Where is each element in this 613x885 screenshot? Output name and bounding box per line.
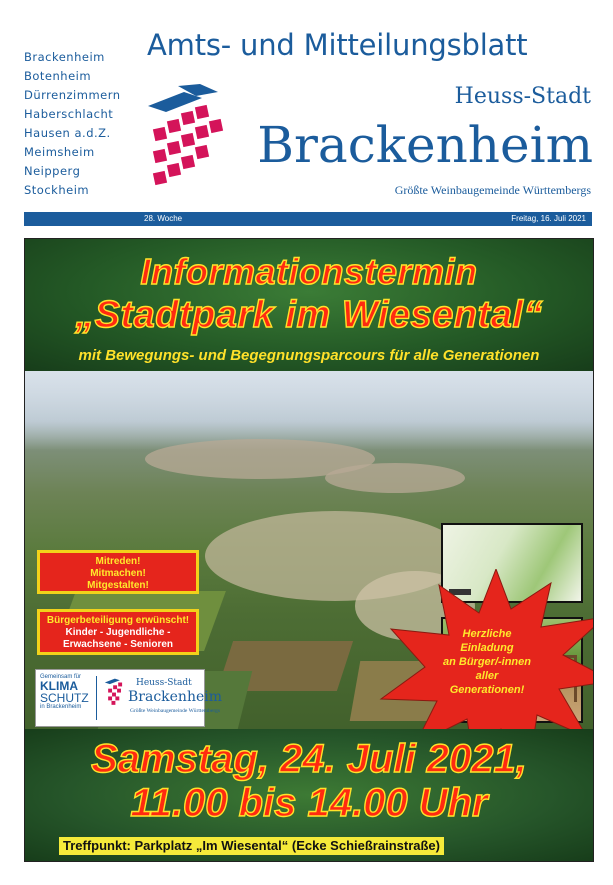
participate-line: Mitmachen! xyxy=(90,568,146,579)
participate-line: Mitreden! xyxy=(95,556,141,567)
klimaschutz-logo: Gemeinsam für KLIMA SCHUTZ in Brackenheim xyxy=(40,674,89,710)
city-logo-small-icon xyxy=(102,676,126,708)
logo-city-tagline: Größte Weinbaugemeinde Württembergs xyxy=(130,708,220,714)
district-item: Hausen a.d.Z. xyxy=(24,126,111,140)
participate-line: Mitgestalten! xyxy=(87,580,149,591)
issue-bar xyxy=(24,212,592,226)
event-date: Samstag, 24. Juli 2021, xyxy=(91,737,527,781)
audience-line: Erwachsene - Senioren xyxy=(62,639,174,650)
poster-subtitle: mit Bewegungs- und Begegnungsparcours für alle Generationen xyxy=(78,347,540,364)
partner-logo-card xyxy=(35,669,223,727)
citizen-participation-title: Bürgerbeteiligung erwünscht! xyxy=(46,615,190,626)
city-logo-icon xyxy=(138,84,224,196)
district-item: Neipperg xyxy=(24,164,81,178)
district-item: Meimsheim xyxy=(24,145,95,159)
district-item: Dürrenzimmern xyxy=(24,88,121,102)
citizen-participation-box xyxy=(37,609,199,655)
issue-week: 28. Woche xyxy=(144,214,183,223)
audience-line: Kinder - Jugendliche - xyxy=(65,627,171,638)
logo-city-name: Brackenheim xyxy=(128,689,223,705)
city-prefix: Heuss-Stadt xyxy=(454,84,591,109)
participate-box xyxy=(37,550,199,594)
poster-header-banner xyxy=(25,239,593,371)
meeting-point: Treffpunkt: Parkplatz „Im Wiesental“ (Ecke Schießrainstraße) xyxy=(59,837,444,855)
poster-title-line1: Informationstermin xyxy=(140,251,478,292)
city-tagline: Größte Weinbaugemeinde Württembergs xyxy=(394,183,591,197)
city-name: Brackenheim xyxy=(257,116,593,174)
poster-date-banner xyxy=(25,729,593,861)
district-item: Haberschlacht xyxy=(24,107,114,121)
district-list xyxy=(24,48,121,200)
logo-city-prefix: Heuss-Stadt xyxy=(136,678,192,688)
event-poster xyxy=(24,238,594,862)
poster-title-line2: „Stadtpark im Wiesental“ xyxy=(75,294,543,336)
district-item: Stockheim xyxy=(24,183,90,197)
masthead-title: Amts- und Mitteilungsblatt xyxy=(147,28,528,62)
invitation-text: Herzliche Einladung an Bürger/-innen aller Generationen! xyxy=(442,628,531,696)
district-item: Brackenheim xyxy=(24,50,105,64)
event-time: 11.00 bis 14.00 Uhr xyxy=(130,781,488,825)
district-item: Botenheim xyxy=(24,69,92,83)
issue-date: Freitag, 16. Juli 2021 xyxy=(511,214,586,223)
